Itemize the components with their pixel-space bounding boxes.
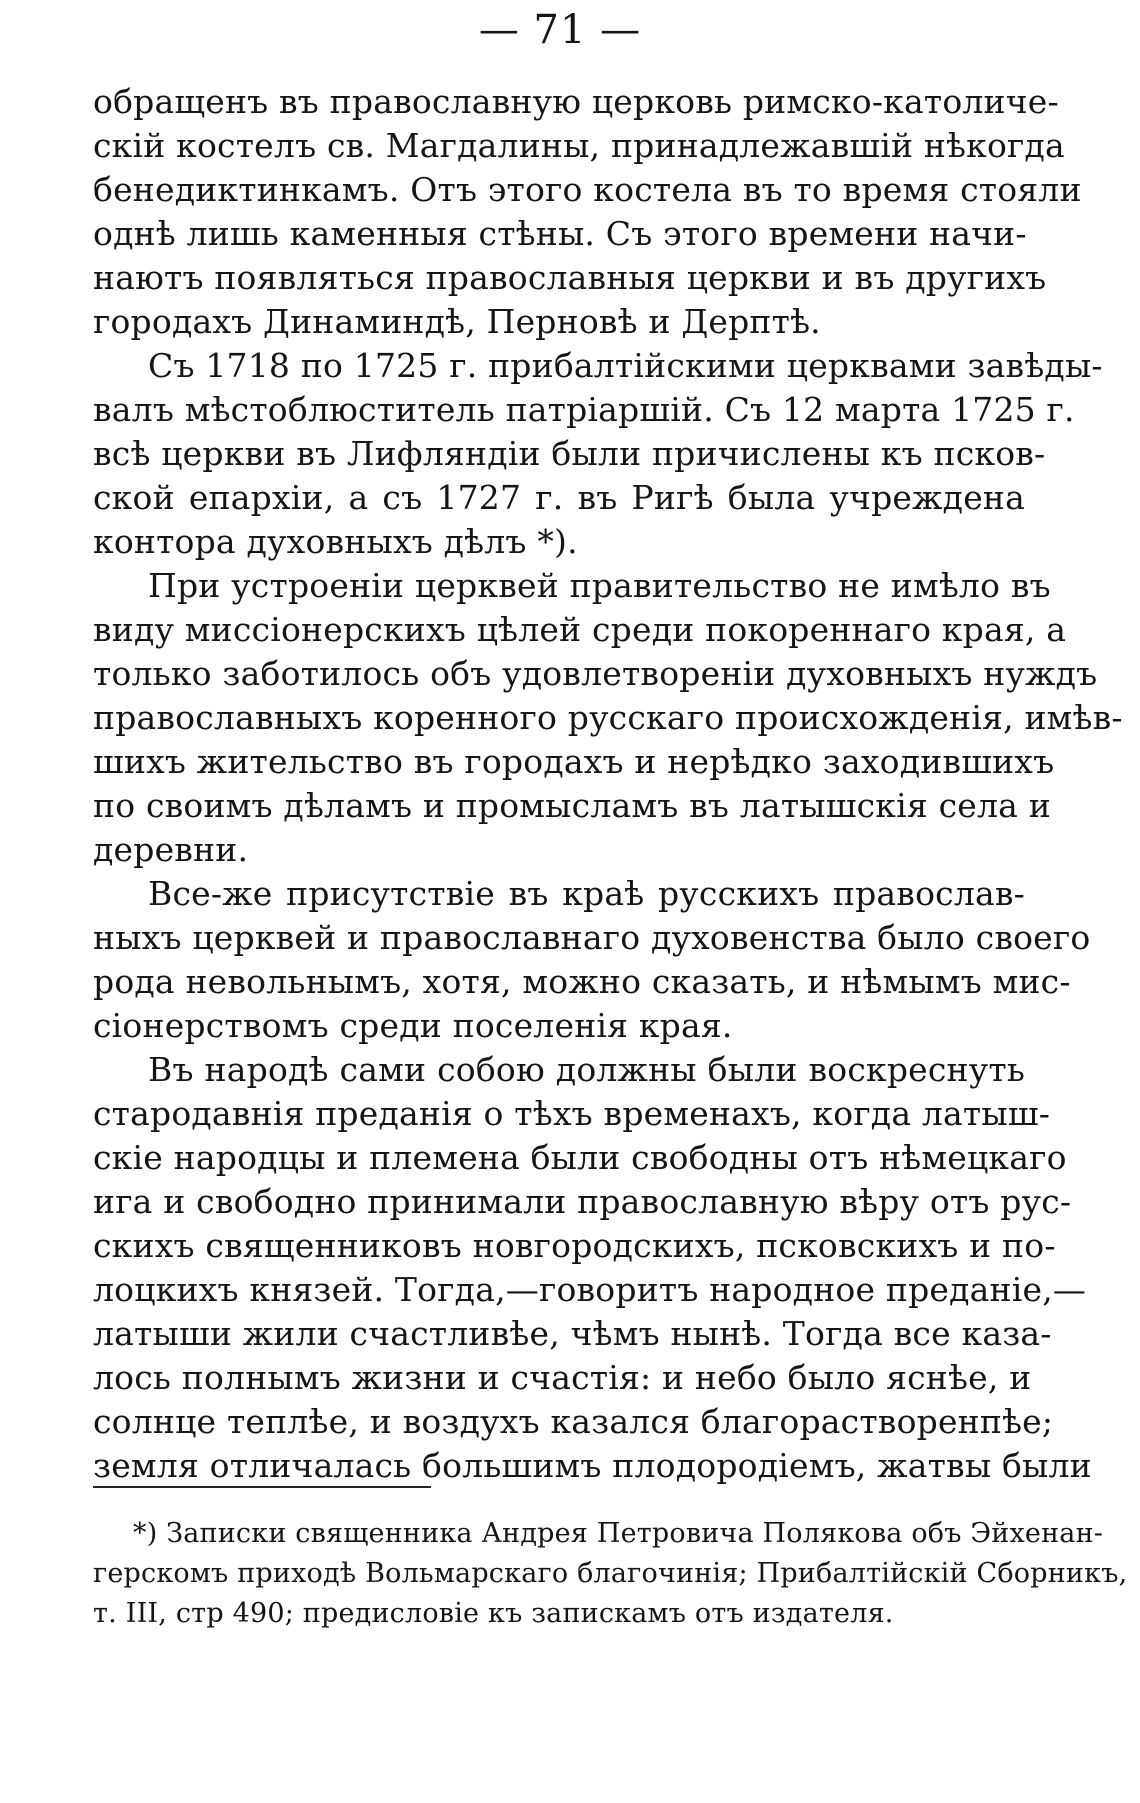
body-text bbox=[93, 80, 1123, 1488]
text-line: сіонерствомъ среди поселенія края. bbox=[93, 1006, 733, 1045]
text-line: ныхъ церквей и православнаго духовенства было своего bbox=[93, 918, 1091, 957]
text-line: ига и свободно принимали православную вѣру отъ рус- bbox=[93, 1182, 1072, 1221]
text-line: бенедиктинкамъ. Отъ этого костела въ то время стояли bbox=[93, 170, 1082, 209]
text-line: Въ народѣ сами собою должны были воскреснуть bbox=[148, 1050, 1025, 1089]
paragraph-2 bbox=[93, 344, 1103, 564]
text-line: деревни. bbox=[93, 830, 249, 869]
footnote bbox=[93, 1514, 1128, 1634]
text-line: лоцкихъ князей. Тогда,—говоритъ народное преданіе,— bbox=[93, 1270, 1087, 1309]
text-line: Все-же присутствіе въ краѣ русскихъ православ- bbox=[148, 874, 1025, 913]
text-line: всѣ церкви въ Лифляндіи были причислены къ псков- bbox=[93, 434, 1046, 473]
text-line: Съ 1718 по 1725 г. прибалтійскими церквами завѣды- bbox=[148, 346, 1103, 385]
text-line: стародавнія преданія о тѣхъ временахъ, когда латыш- bbox=[93, 1094, 1051, 1133]
text-line: солнце теплѣе, и воздухъ казался благорастворенпѣе; bbox=[93, 1402, 1054, 1441]
paragraph-3 bbox=[93, 564, 1123, 872]
text-line: земля отличалась большимъ плодородіемъ, жатвы были bbox=[93, 1446, 1092, 1485]
text-line: виду миссіонерскихъ цѣлей среди покореннаго края, а bbox=[93, 610, 1067, 649]
text-line: шихъ жительство въ городахъ и нерѣдко заходившихъ bbox=[93, 742, 1055, 781]
text-line: контора духовныхъ дѣлъ *). bbox=[93, 522, 578, 561]
text-line: лось полнымъ жизни и счастія: и небо было яснѣе, и bbox=[93, 1358, 1032, 1397]
text-line: однѣ лишь каменныя стѣны. Съ этого времени начи- bbox=[93, 214, 1027, 253]
text-line: только заботилось объ удовлетвореніи духовныхъ нуждъ bbox=[93, 654, 1098, 693]
text-line: ской епархіи, а съ 1727 г. въ Ригѣ была учреждена bbox=[93, 478, 1025, 517]
footnote-line: *) Записки священника Андрея Петровича Полякова объ Эйхенан- bbox=[133, 1518, 1104, 1549]
footnote-divider bbox=[93, 1486, 431, 1488]
text-line: городахъ Динаминдѣ, Перновѣ и Дерптѣ. bbox=[93, 302, 821, 341]
text-line: рода невольнымъ, хотя, можно сказать, и нѣмымъ мис- bbox=[93, 962, 1071, 1001]
paragraph-4 bbox=[93, 872, 1091, 1048]
text-line: скій костелъ св. Магдалины, принадлежавшій нѣкогда bbox=[93, 126, 1065, 165]
text-line: православныхъ коренного русскаго происхожденія, имѣв- bbox=[93, 698, 1123, 737]
text-line: скіе народцы и племена были свободны отъ нѣмецкаго bbox=[93, 1138, 1067, 1177]
paragraph-1 bbox=[93, 80, 1082, 344]
text-line: по своимъ дѣламъ и промысламъ въ латышскія села и bbox=[93, 786, 1051, 825]
text-line: валъ мѣстоблюститель патріаршій. Съ 12 марта 1725 г. bbox=[93, 390, 1075, 429]
text-line: наютъ появляться православныя церкви и въ другихъ bbox=[93, 258, 1047, 297]
footnote-line: герскомъ приходѣ Вольмарскаго благочинія; Прибалтійскій Сборникъ, bbox=[93, 1558, 1128, 1589]
text-line: латыши жили счастливѣе, чѣмъ нынѣ. Тогда все каза- bbox=[93, 1314, 1052, 1353]
text-line: скихъ священниковъ новгородскихъ, псковскихъ и по- bbox=[93, 1226, 1056, 1265]
page-number: — 71 — bbox=[478, 7, 642, 53]
text-line: При устроеніи церквей правительство не имѣло въ bbox=[148, 566, 1051, 605]
paragraph-5 bbox=[93, 1048, 1092, 1488]
text-line: обращенъ въ православную церковь римско-католиче- bbox=[93, 82, 1059, 121]
footnote-line: т. III, стр 490; предисловіе къ запискамъ отъ издателя. bbox=[93, 1598, 894, 1629]
